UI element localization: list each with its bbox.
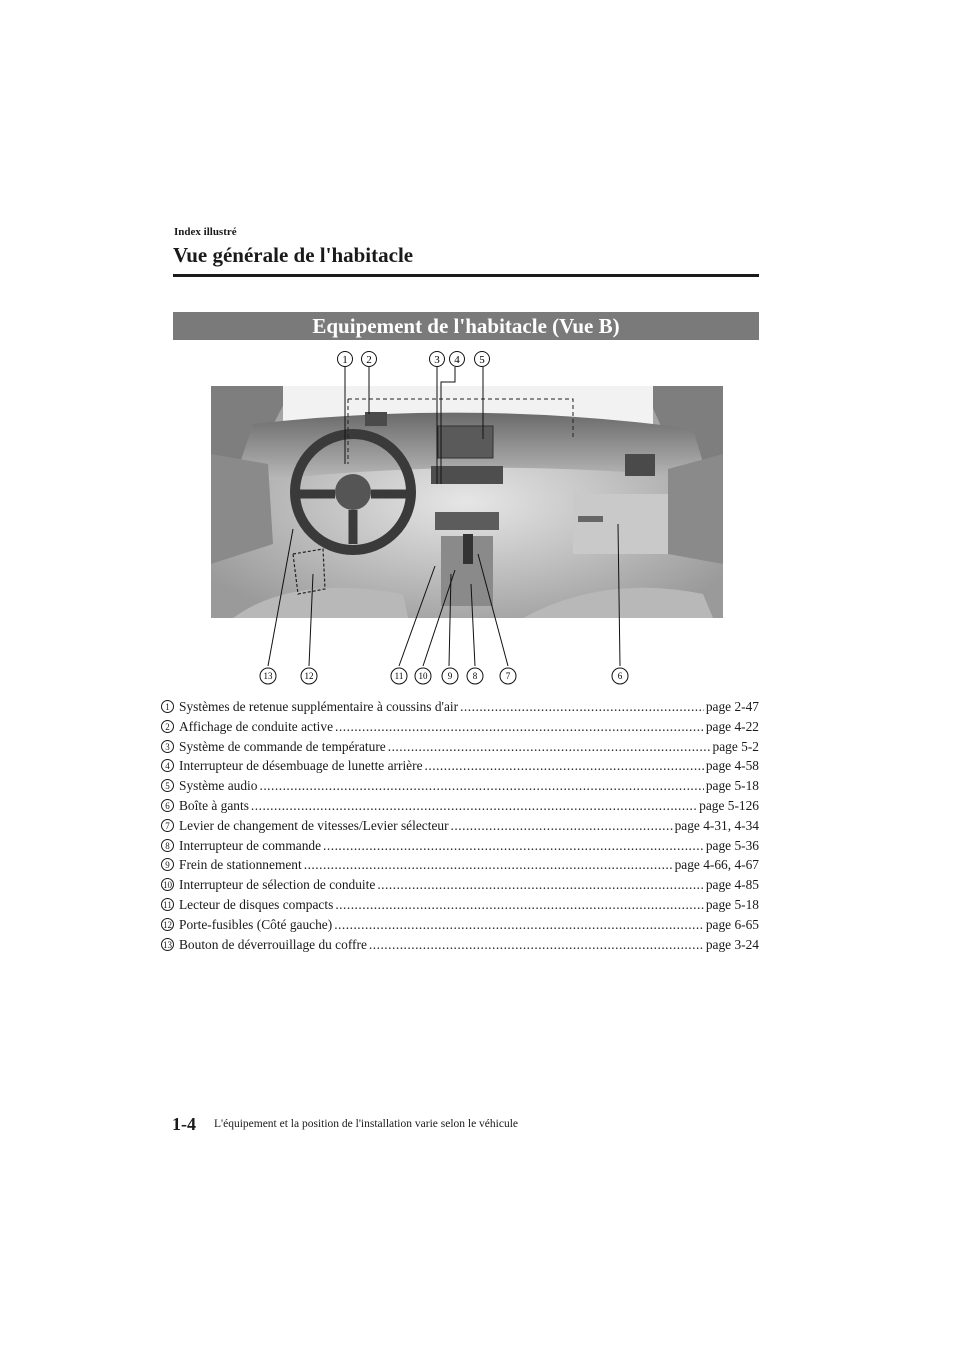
item-number: 1 — [161, 700, 174, 713]
section-label: Index illustré — [174, 226, 237, 238]
leader-dots — [369, 935, 704, 955]
item-page-ref: page 4-22 — [705, 718, 759, 734]
list-item — [161, 836, 759, 856]
page-title: Vue générale de l'habitacle — [173, 243, 414, 267]
item-label: Interrupteur de désembuage de lunette arrière — [179, 758, 423, 774]
leader-dots — [335, 895, 704, 915]
item-number: 7 — [161, 819, 174, 832]
item-number: 12 — [163, 919, 172, 930]
callout-9-label: 9 — [447, 671, 453, 681]
list-item — [161, 816, 759, 836]
list-item — [161, 697, 759, 717]
leader-dots — [460, 697, 704, 717]
component-index-list — [161, 697, 759, 954]
item-page-ref: page 4-66, 4-67 — [674, 857, 759, 873]
item-page-ref: page 5-36 — [705, 837, 759, 853]
section-banner: Equipement de l'habitacle (Vue B) — [173, 312, 759, 340]
callout-10-label: 10 — [418, 671, 428, 681]
callout-6-label: 6 — [617, 671, 623, 681]
list-item — [161, 717, 759, 737]
leader-dots — [377, 875, 704, 895]
list-item — [161, 875, 759, 895]
item-number: 2 — [161, 720, 174, 733]
page-number: 1-4 — [172, 1114, 196, 1134]
callout-5-label: 5 — [479, 354, 485, 366]
leader-dots — [388, 737, 711, 757]
callout-4-label: 4 — [454, 354, 460, 366]
leader-dots — [251, 796, 697, 816]
callout-12-label: 12 — [304, 671, 314, 681]
callouts-bottom — [260, 668, 628, 684]
item-label: Affichage de conduite active — [179, 718, 334, 734]
item-label: Système de commande de température — [179, 738, 386, 754]
item-page-ref: page 4-85 — [705, 877, 759, 893]
list-item — [161, 935, 759, 955]
item-number: 13 — [163, 939, 172, 950]
item-label: Interrupteur de sélection de conduite — [179, 877, 376, 893]
footer-note: L'équipement et la position de l'installation varie selon le véhicule — [214, 1118, 519, 1130]
item-label: Bouton de déverrouillage du coffre — [179, 936, 367, 952]
item-page-ref: page 4-58 — [705, 758, 759, 774]
leader-dots — [259, 776, 703, 796]
item-label: Levier de changement de vitesses/Levier sélecteur — [179, 817, 449, 833]
item-number: 3 — [161, 740, 174, 753]
item-page-ref: page 3-24 — [705, 936, 759, 952]
list-item — [161, 915, 759, 935]
item-label: Boîte à gants — [179, 797, 249, 813]
item-number: 6 — [161, 799, 174, 812]
item-number: 9 — [161, 858, 174, 871]
item-label: Porte-fusibles (Côté gauche) — [179, 916, 333, 932]
item-page-ref: page 5-18 — [705, 778, 759, 794]
item-page-ref: page 6-65 — [705, 916, 759, 932]
item-label: Frein de stationnement — [179, 857, 302, 873]
cabin-photo — [211, 386, 723, 618]
item-number: 5 — [161, 779, 174, 792]
list-item — [161, 756, 759, 776]
callouts-top — [338, 352, 490, 367]
callout-3-label: 3 — [434, 354, 440, 366]
callout-11-label: 11 — [394, 671, 404, 681]
callout-13-label: 13 — [263, 671, 273, 681]
cabin-illustration — [173, 344, 759, 690]
leader-dots — [425, 756, 704, 776]
item-number: 11 — [161, 898, 174, 911]
list-item — [161, 796, 759, 816]
leader-dots — [335, 717, 704, 737]
item-number: 8 — [161, 839, 174, 852]
leader-dots — [323, 836, 704, 856]
list-item — [161, 855, 759, 875]
item-page-ref: page 5-2 — [712, 738, 759, 754]
item-label: Système audio — [179, 778, 258, 794]
list-item — [161, 737, 759, 757]
item-label: Interrupteur de commande — [179, 837, 322, 853]
item-number: 10 — [163, 880, 172, 891]
item-number: 4 — [161, 759, 174, 772]
item-page-ref: page 2-47 — [705, 699, 759, 714]
leader-dots — [451, 816, 673, 836]
callout-8-label: 8 — [472, 671, 478, 681]
callout-2-label: 2 — [366, 354, 372, 366]
item-page-ref: page 4-31, 4-34 — [674, 817, 759, 833]
callout-7-label: 7 — [505, 671, 511, 681]
list-item — [161, 895, 759, 915]
item-page-ref: page 5-126 — [699, 797, 759, 813]
item-label: Lecteur de disques compacts — [179, 896, 334, 912]
item-page-ref: page 5-18 — [705, 896, 759, 912]
list-item — [161, 776, 759, 796]
title-rule — [173, 274, 759, 277]
leader-dots — [304, 855, 673, 875]
item-label: Systèmes de retenue supplémentaire à coussins d'air — [179, 699, 459, 714]
leader-dots — [334, 915, 704, 935]
callout-1-label: 1 — [342, 354, 348, 366]
